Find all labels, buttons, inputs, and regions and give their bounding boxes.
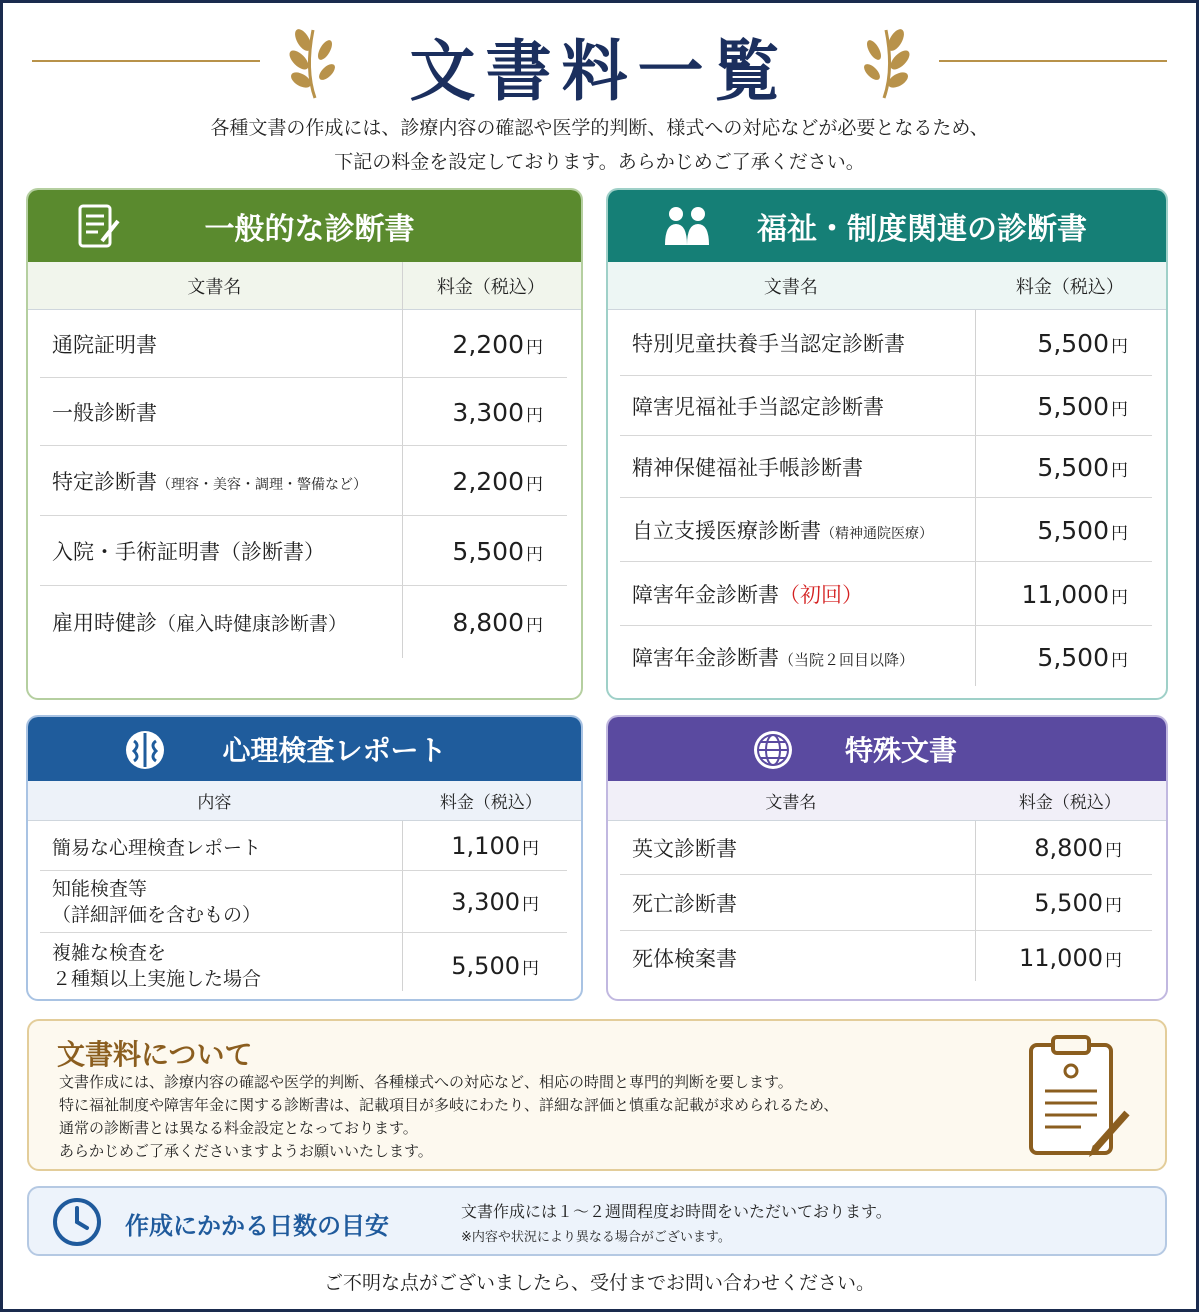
- yen-unit: 円: [1111, 399, 1128, 420]
- yen-unit: 円: [526, 337, 543, 358]
- special-card-title: 特殊文書: [844, 734, 957, 767]
- special-col-header: [608, 781, 1166, 821]
- table-row: [608, 436, 1166, 498]
- turnaround-title: 作成にかかる日数の目安: [125, 1212, 389, 1240]
- doc-name: 死体検案書: [632, 947, 737, 971]
- about-fees-box: [27, 1019, 1167, 1171]
- yen-unit: 円: [526, 544, 543, 565]
- turnaround-note: ※内容や状況により異なる場合がございます。: [461, 1230, 731, 1245]
- welfare-card: [606, 188, 1168, 700]
- doc-name: 障害児福祉手当認定診断書: [632, 395, 884, 419]
- table-row: [608, 562, 1166, 626]
- yen-unit: 円: [526, 405, 543, 426]
- doc-price: 5,500: [1037, 642, 1109, 672]
- doc-name: 自立支援医療診断書: [632, 519, 821, 543]
- yen-unit: 円: [526, 615, 543, 636]
- first-time-note: （初回）: [779, 583, 863, 607]
- item-price: 1,100: [451, 832, 520, 860]
- doc-note: （理容・美容・調理・警備など）: [157, 477, 367, 493]
- about-line-1: 文書作成には、診療内容の確認や医学的判断、各種様式への対応など、相応の時間と専門的判断を要します。: [59, 1073, 793, 1091]
- col-content: 内容: [197, 793, 232, 813]
- table-row: [608, 931, 1166, 985]
- yen-unit: 円: [526, 474, 543, 495]
- yen-unit: 円: [522, 839, 539, 859]
- table-row: [608, 875, 1166, 931]
- doc-price: 8,800: [452, 607, 524, 637]
- turnaround-box: [27, 1186, 1167, 1256]
- doc-price: 5,500: [1037, 515, 1109, 545]
- clipboard-pen-icon: [1017, 1031, 1135, 1161]
- doc-note: （雇入時健康診断書）: [157, 613, 348, 635]
- welfare-card-title: 福祉・制度関連の診断書: [757, 212, 1087, 247]
- general-rows: [28, 310, 581, 658]
- general-card-title: 一般的な診断書: [204, 212, 415, 247]
- item-name: 簡易な心理検査レポート: [52, 836, 262, 859]
- item-name: 複雑な検査を: [52, 942, 167, 964]
- doc-name: 特別児童扶養手当認定診断書: [632, 332, 905, 356]
- col-doc-name: 文書名: [765, 793, 817, 813]
- welfare-rows: [608, 310, 1166, 688]
- doc-price: 5,500: [1037, 328, 1109, 358]
- col-doc-name: 文書名: [187, 276, 242, 298]
- doc-name: 雇用時健診: [52, 611, 157, 635]
- yen-unit: 円: [522, 895, 539, 915]
- doc-price: 5,500: [1037, 391, 1109, 421]
- doc-name: 入院・手術証明書（診断書）: [52, 540, 325, 564]
- item-note: （詳細評価を含むもの）: [52, 904, 262, 926]
- yen-unit: 円: [1105, 896, 1122, 916]
- doc-note: （当院２回目以降）: [779, 651, 915, 669]
- psych-card-header: [28, 717, 581, 781]
- doc-name: 障害年金診断書: [632, 583, 779, 607]
- yen-unit: 円: [1111, 460, 1128, 481]
- item-price: 5,500: [451, 952, 520, 980]
- brain-icon: [120, 727, 170, 773]
- intro-line-1: 各種文書の作成には、診療内容の確認や医学的判断、様式への対応などが必要となるため、: [210, 117, 989, 139]
- yen-unit: 円: [1111, 336, 1128, 357]
- table-row: [28, 516, 581, 586]
- document-pen-icon: [74, 203, 124, 249]
- psych-col-header: [28, 781, 581, 821]
- doc-note: （精神通院医療）: [821, 526, 933, 542]
- welfare-card-header: [608, 190, 1166, 262]
- doc-name: 死亡診断書: [632, 892, 737, 916]
- item-note: ２種類以上実施した場合: [52, 968, 262, 990]
- table-row: [28, 310, 581, 378]
- doc-name: 特定診断書: [52, 470, 157, 494]
- doc-name: 英文診断書: [632, 837, 737, 861]
- table-row: [28, 933, 581, 999]
- doc-price: 11,000: [1021, 579, 1109, 609]
- doc-price: 11,000: [1019, 944, 1103, 972]
- doc-price: 5,500: [1037, 452, 1109, 482]
- doc-price: 2,200: [452, 466, 524, 496]
- psych-rows: [28, 821, 581, 999]
- about-line-2: 特に福祉制度や障害年金に関する診断書は、記載項目が多岐にわたり、詳細な評価と慎重な記載が求められるため、: [59, 1096, 839, 1114]
- title-row: [30, 18, 1169, 108]
- table-row: [28, 871, 581, 933]
- yen-unit: 円: [1105, 951, 1122, 971]
- yen-unit: 円: [522, 959, 539, 979]
- table-row: [608, 821, 1166, 875]
- clock-icon: [51, 1196, 103, 1248]
- page-title: 文書料一覧: [409, 32, 790, 110]
- table-row: [28, 446, 581, 516]
- table-row: [608, 626, 1166, 688]
- title-rule-right: [939, 60, 1167, 62]
- yen-unit: 円: [1111, 523, 1128, 544]
- col-price: 料金（税込）: [1018, 793, 1121, 813]
- doc-price: 2,200: [452, 329, 524, 359]
- doc-name: 障害年金診断書: [632, 646, 779, 670]
- yen-unit: 円: [1111, 650, 1128, 671]
- laurel-right-icon: [854, 20, 924, 100]
- doc-name: 精神保健福祉手帳診断書: [632, 456, 863, 480]
- col-doc-name: 文書名: [763, 276, 818, 298]
- psych-card: [26, 715, 583, 1001]
- col-price: 料金（税込）: [1015, 276, 1124, 298]
- table-row: [28, 821, 581, 871]
- intro-line-2: 下記の料金を設定しております。あらかじめご了承ください。: [334, 151, 865, 173]
- welfare-col-header: [608, 262, 1166, 310]
- table-row: [28, 586, 581, 658]
- doc-name: 通院証明書: [52, 333, 157, 357]
- col-price: 料金（税込）: [439, 793, 542, 813]
- special-rows: [608, 821, 1166, 985]
- globe-icon: [748, 727, 798, 773]
- table-row: [608, 498, 1166, 562]
- table-row: [28, 378, 581, 446]
- special-card: [606, 715, 1168, 1001]
- special-card-header: [608, 717, 1166, 781]
- general-card-header: [28, 190, 581, 262]
- general-col-header: [28, 262, 581, 310]
- people-icon: [662, 203, 712, 249]
- turnaround-text: 文書作成には１～２週間程度お時間をいただいております。: [461, 1202, 892, 1221]
- psych-card-title: 心理検査レポート: [222, 734, 447, 767]
- general-card: [26, 188, 583, 700]
- doc-price: 3,300: [452, 397, 524, 427]
- doc-price: 5,500: [1034, 889, 1103, 917]
- table-row: [608, 376, 1166, 436]
- col-price: 料金（税込）: [436, 276, 545, 298]
- yen-unit: 円: [1105, 841, 1122, 861]
- about-line-3: 通常の診断書とは異なる料金設定となっております。: [59, 1119, 418, 1137]
- doc-price: 5,500: [452, 536, 524, 566]
- doc-name: 一般診断書: [52, 401, 157, 425]
- table-row: [608, 310, 1166, 376]
- footer-note: ご不明な点がございましたら、受付までお問い合わせください。: [323, 1272, 875, 1294]
- about-title: 文書料について: [57, 1038, 253, 1071]
- item-name: 知能検査等: [52, 878, 148, 900]
- doc-price: 8,800: [1034, 834, 1103, 862]
- yen-unit: 円: [1111, 587, 1128, 608]
- about-line-4: あらかじめご了承くださいますようお願いいたします。: [59, 1142, 433, 1160]
- item-price: 3,300: [451, 888, 520, 916]
